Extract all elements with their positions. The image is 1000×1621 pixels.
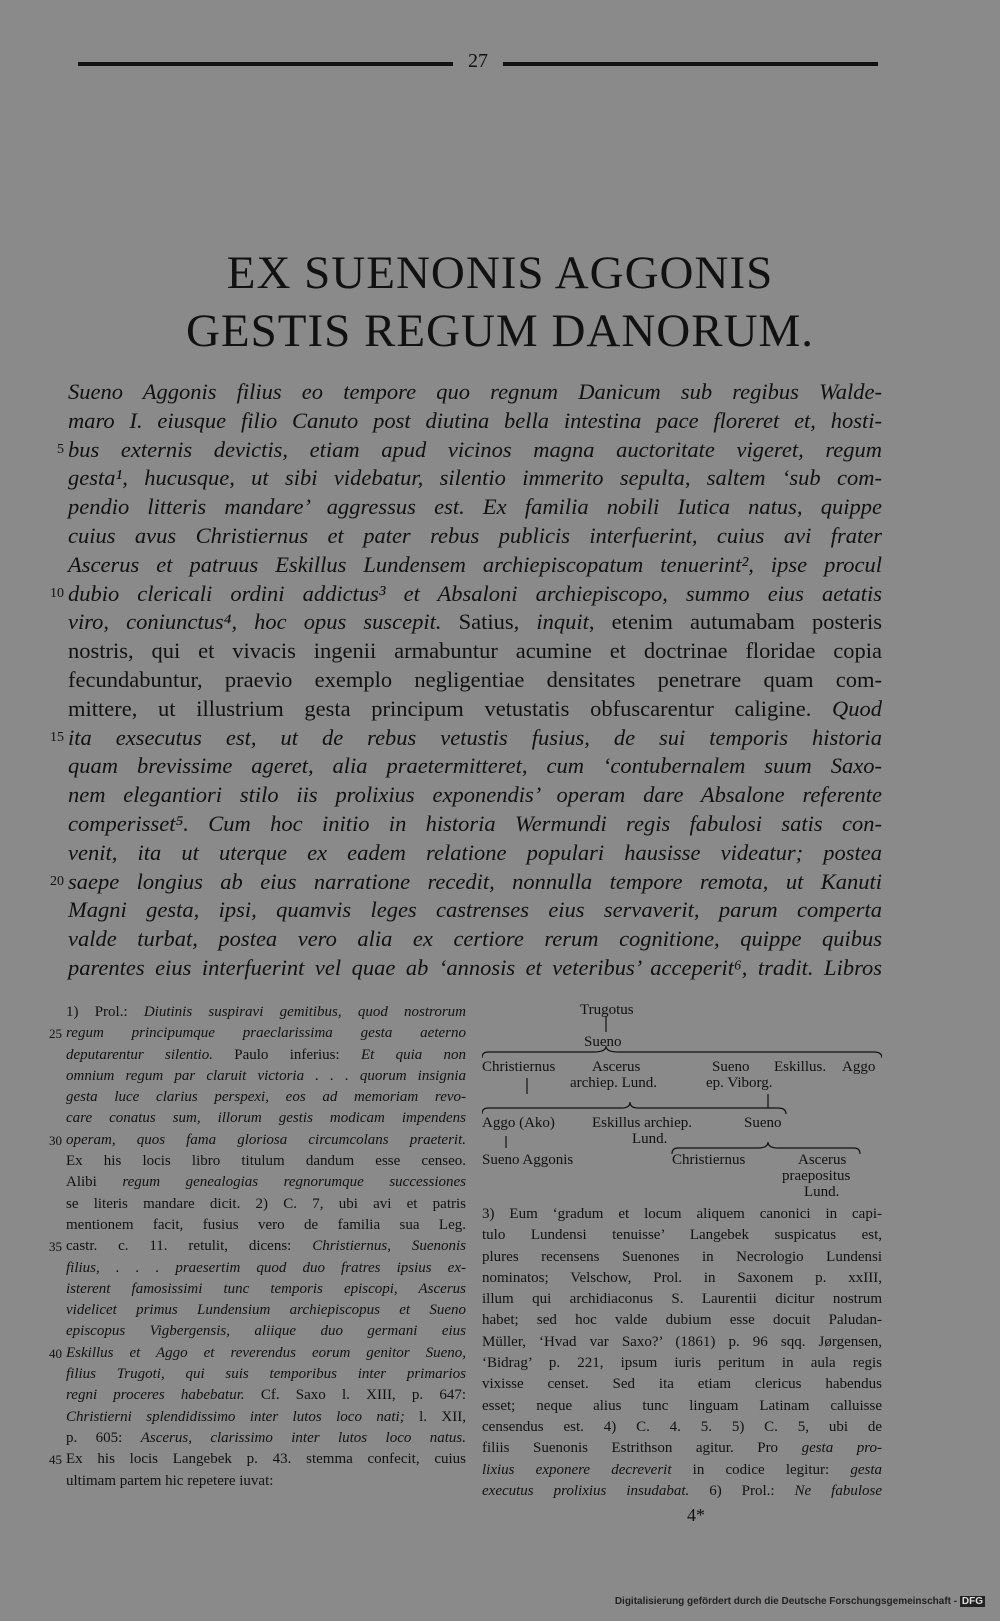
line-text — [66, 1108, 466, 1129]
footnotes-right-line — [482, 1247, 882, 1268]
footnotes-left-line — [66, 1151, 466, 1172]
stemma-trugotus: Trugotus — [580, 1002, 634, 1018]
footnotes-left-line — [66, 1172, 466, 1193]
footnotes-right-line — [482, 1374, 882, 1395]
line-text — [66, 1300, 466, 1321]
line-number: 5 — [57, 441, 64, 457]
main-text-line — [68, 925, 882, 954]
text-segment: Christiernus, Suenonis — [312, 1238, 466, 1255]
text-segment: gesta luce clarius perspexi, eos ad memoriam revo- — [66, 1089, 466, 1106]
main-text-line — [68, 695, 882, 724]
line-text — [482, 1417, 882, 1438]
text-segment: filius Trugoti, qui suis temporibus inter primarios — [66, 1366, 466, 1383]
footnotes-left-line — [66, 1087, 466, 1108]
stemma-eskillus-archiep: Eskillus archiep. — [592, 1115, 692, 1131]
main-text-line — [68, 752, 882, 781]
text-segment: filiis Suenonis Estrithson agitur. Pro — [482, 1440, 802, 1457]
line-text — [68, 378, 882, 407]
main-text-line — [57, 436, 882, 465]
page-header — [78, 50, 878, 78]
footnotes-left-line — [66, 1385, 466, 1406]
footnotes-right-line — [482, 1353, 882, 1374]
main-text-line — [68, 810, 882, 839]
line-text — [482, 1481, 882, 1502]
text-segment: Christierni splendidissimo inter lutos loco nati; — [66, 1408, 420, 1425]
text-segment: castr. c. 11. retulit, dicens: — [66, 1238, 313, 1255]
main-text-line — [68, 637, 882, 666]
text-segment: Cf. Saxo l. XIII, p. 647: — [260, 1387, 467, 1404]
text-segment: censendus est. 4) C. 4. 5. 5) C. 5, ubi de — [482, 1418, 882, 1435]
line-number: 30 — [49, 1132, 62, 1148]
text-segment: tulo Lundensi tenuisse’ Langebek suspicatus est, — [482, 1227, 882, 1244]
footnotes-right-line — [482, 1332, 882, 1353]
footnotes-right-line — [482, 1438, 882, 1459]
text-segment: pendio litteris mandare’ aggressus est. Ex familia nobili Iutica natus, quippe — [68, 494, 882, 520]
text-segment: 3) Eum ‘gradum et locum aliquem canonici in capi- — [482, 1206, 882, 1222]
line-text — [66, 1130, 466, 1151]
text-segment: isterent famosissimi tunc temporis episcopi, Ascerus — [66, 1280, 466, 1297]
text-segment: comperisset⁵. Cum hoc initio in historia Wermundi regis fabulosi satis con- — [68, 810, 882, 836]
text-segment: p. 605: — [66, 1429, 141, 1446]
text-segment: illum qui archidiaconus S. Laurentii dicitur nostrum — [482, 1291, 882, 1308]
line-number: 25 — [49, 1026, 62, 1042]
footnotes-right-line — [482, 1289, 882, 1310]
line-text — [68, 695, 882, 724]
line-text — [66, 1385, 466, 1406]
stemma-eskillus: Eskillus. — [774, 1059, 827, 1075]
line-text — [66, 1194, 466, 1215]
stemma-aggo-ako: Aggo (Ako) — [482, 1115, 555, 1131]
line-text — [66, 1045, 466, 1066]
main-text-line — [68, 839, 882, 868]
footnotes-left-line — [66, 1194, 466, 1215]
footnotes-right-line — [482, 1268, 882, 1289]
footnotes-left-line — [66, 1407, 466, 1428]
line-text — [66, 1151, 466, 1172]
stemma-sueno-viborg-note: ep. Viborg. — [706, 1075, 773, 1091]
line-text — [66, 1471, 466, 1492]
text-segment: mentionem facit, fusius vero de familia sua Leg. — [66, 1216, 466, 1233]
text-segment: plures recensens Suenones in Necrologio Lundensi — [482, 1248, 882, 1265]
text-segment: Sueno Aggonis filius eo tempore quo regnum Danicum sub regibus Walde- — [68, 379, 882, 404]
stemma-sueno: Sueno — [584, 1034, 622, 1050]
line-text — [482, 1438, 882, 1459]
text-segment: bus externis devictis, etiam apud vicinos magna auctoritate vigeret, regum — [68, 436, 882, 462]
footnotes-left-line — [66, 1300, 466, 1321]
text-segment: ultimam partem hic repetere iuvat: — [66, 1472, 274, 1489]
line-text — [68, 954, 882, 983]
line-text — [66, 1364, 466, 1385]
text-segment: gesta pro- — [801, 1440, 882, 1457]
line-text — [68, 839, 882, 868]
line-text — [482, 1268, 882, 1289]
text-segment: filius, . . . praesertim quod duo fratres ipsius ex- — [66, 1259, 466, 1276]
line-text — [66, 1449, 466, 1470]
text-segment: Paulo inferius: — [234, 1046, 361, 1063]
text-segment: habet; sed hoc valde dubium esse docuit Paludan- — [482, 1312, 882, 1329]
footnotes-left-line — [66, 1045, 466, 1066]
stemma-christiernus-2: Christiernus — [672, 1152, 746, 1168]
footnotes-left-line — [66, 1428, 466, 1449]
text-segment: se literis mandare dicit. 2) C. 7, ubi avi et patris — [66, 1195, 466, 1212]
text-segment: episcopus Vigbergensis, aliique duo germani eius — [66, 1323, 466, 1340]
line-text — [68, 522, 882, 551]
text-segment: executus prolixius insudabat. — [482, 1482, 690, 1499]
header-rule-left — [78, 62, 453, 66]
line-number: 45 — [49, 1452, 62, 1468]
footnotes-left-line — [49, 1236, 466, 1257]
footnotes-left-line — [49, 1023, 466, 1044]
line-text — [482, 1310, 882, 1331]
text-segment: gesta — [850, 1461, 882, 1478]
footnotes-left-line — [49, 1130, 466, 1151]
footnotes-right-line — [482, 1396, 882, 1417]
line-text — [66, 1002, 466, 1023]
main-text-line — [50, 724, 882, 753]
text-segment: omnium regum par claruit victoria . . . quorum insignia — [66, 1067, 466, 1084]
line-text — [68, 551, 882, 580]
genealogy-stemma — [482, 1002, 882, 1202]
line-number: 20 — [50, 873, 64, 889]
line-number: 10 — [50, 585, 64, 601]
text-segment: lixius exponere decreverit — [482, 1461, 693, 1478]
title-line-2: GESTIS REGUM DANORUM. — [185, 305, 815, 357]
text-segment: Ex his locis libro titulum dandum esse censeo. — [66, 1153, 466, 1170]
footnotes-right-line — [482, 1204, 882, 1225]
line-text — [66, 1087, 466, 1108]
text-segment: care conatus sum, illorum gestis modicam impendens — [66, 1110, 466, 1127]
text-segment: fecundabuntur, praevio exemplo negligentiae densitates penetrare quam com- — [68, 666, 882, 692]
text-segment: Diutinis suspiravi gemitibus, quod nostrorum — [143, 1004, 467, 1020]
text-segment: regni proceres habebatur. — [66, 1387, 261, 1404]
stemma-ascerus-2: Ascerus — [798, 1152, 847, 1168]
text-segment: videlicet primus Lundensium archiepiscopus et Sueno — [66, 1302, 466, 1319]
main-text — [50, 378, 883, 983]
text-segment: esset; neque alius tunc linguam Latinam calluisse — [482, 1397, 882, 1414]
main-text-line — [68, 464, 882, 493]
line-text — [68, 752, 882, 781]
page-number: 27 — [468, 50, 488, 72]
line-text — [66, 1258, 466, 1279]
line-text — [66, 1407, 466, 1428]
main-text-line — [68, 954, 882, 983]
stemma-eskillus-archiep-note: Lund. — [632, 1131, 668, 1147]
text-segment: Müller, ‘Hvad var Saxo?’ (1861) p. 96 sqq. Jørgensen, — [482, 1333, 882, 1350]
text-segment: viro, coniunctus⁴, hoc opus suscepit. — [68, 609, 459, 635]
text-segment: Et quia non — [360, 1046, 467, 1063]
text-segment: vixisse censet. Sed ita etiam clericus habendus — [482, 1376, 882, 1393]
text-segment: Alibi — [66, 1174, 123, 1191]
text-segment: Quod — [832, 695, 882, 721]
text-segment: Satius, — [458, 609, 537, 635]
line-text — [68, 493, 882, 522]
line-text — [66, 1023, 466, 1044]
line-text — [68, 868, 882, 897]
text-segment: Ne fabulose — [794, 1482, 882, 1499]
line-text — [68, 666, 882, 695]
line-text — [68, 896, 882, 925]
text-segment: cuius avus Christiernus et pater rebus publicis interfuerint, cuius avi frater — [68, 522, 882, 548]
text-segment: ita exsecutus est, ut de rebus vetustis fusius, de sui temporis historia — [68, 724, 882, 750]
text-segment: operam, quos fama gloriosa circumcolans praeterit. — [66, 1131, 466, 1148]
signature-mark: 4* — [687, 1505, 705, 1525]
text-segment: Ascerus et patruus Eskillus Lundensem archiepiscopatum tenuerint², ipse procul — [68, 551, 882, 577]
line-number: 40 — [49, 1345, 62, 1361]
stemma-ascerus: Ascerus — [592, 1059, 641, 1075]
line-text — [66, 1428, 466, 1449]
main-text-line — [68, 522, 882, 551]
text-segment: saepe longius ab eius narratione recedit, nonnulla tempore remota, ut Kanuti — [68, 868, 882, 894]
main-text-line — [68, 551, 882, 580]
text-segment: valde turbat, postea vero alia ex certiore rerum cognitione, quippe quibus — [68, 926, 882, 952]
stemma-ascerus-note: archiep. Lund. — [570, 1075, 658, 1091]
text-segment: Ex his locis Langebek p. 43. stemma confecit, cuius — [66, 1451, 466, 1468]
footnotes-left — [49, 1002, 467, 1492]
text-segment: regum principumque praeclarissima gesta aeterno — [66, 1025, 466, 1042]
text-segment: Ascerus, clarissimo inter lutos loco natus. — [140, 1429, 467, 1446]
footnotes-left-line — [66, 1002, 466, 1023]
line-text — [482, 1289, 882, 1310]
main-text-line — [68, 666, 882, 695]
main-text-line — [68, 493, 882, 522]
dfg-logo: DFG — [961, 1596, 983, 1607]
line-text — [482, 1460, 882, 1481]
text-segment: deputarentur silentio. — [66, 1046, 235, 1063]
footnotes-right-line — [482, 1310, 882, 1331]
footnotes-left-line — [66, 1066, 466, 1087]
line-number: 15 — [50, 729, 64, 745]
footnotes-left-line — [49, 1343, 466, 1364]
main-text-line — [68, 378, 882, 407]
stemma-sueno-aggonis: Sueno Aggonis — [482, 1152, 574, 1168]
text-segment: 6) Prol.: — [689, 1482, 795, 1499]
main-text-line — [50, 868, 882, 897]
line-text — [68, 810, 882, 839]
text-segment: mittere, ut illustrium gesta principum vetustatis obfuscarentur caligine. — [68, 695, 832, 721]
line-text — [68, 464, 882, 493]
text-segment: dubio clericali ordini addictus³ et Absaloni archiepiscopo, summo eius aetatis — [68, 580, 882, 606]
text-segment: , etenim autumabam posteris — [588, 609, 883, 635]
text-segment: nominatos; Velschow, Prol. in Saxonem p. xxIII, — [482, 1269, 882, 1286]
stemma-ascerus-2-note2: Lund. — [804, 1184, 840, 1200]
line-text — [68, 724, 882, 753]
line-text — [66, 1215, 466, 1236]
footnotes-left-line — [66, 1471, 466, 1492]
line-text — [68, 407, 882, 436]
footnotes-left-line — [66, 1215, 466, 1236]
line-text — [66, 1066, 466, 1087]
line-text — [482, 1225, 882, 1246]
footnotes-right — [482, 1204, 882, 1502]
stemma-sueno-2: Sueno — [744, 1115, 782, 1131]
footnotes-right-line — [482, 1460, 882, 1481]
text-segment: nostris, qui et vivacis ingenii armabuntur acumine et doctrinae floridae copia — [68, 638, 882, 664]
text-segment: venit, ita ut uterque ex eadem relatione populari hausisse videatur; postea — [68, 839, 882, 865]
line-number: 35 — [49, 1239, 62, 1255]
footnotes-right-line — [482, 1481, 882, 1502]
stemma-aggo: Aggo — [842, 1059, 876, 1075]
footer-text: Digitalisierung gefördert durch die Deutsche Forschungsgemeinschaft - — [614, 1596, 958, 1607]
footnotes-left-line — [49, 1449, 466, 1470]
footer-credit — [595, 1596, 985, 1607]
text-segment: l. XII, — [419, 1408, 466, 1425]
main-text-line — [68, 608, 882, 637]
title-line-1: EX SUENONIS AGGONIS — [226, 247, 774, 299]
line-text — [66, 1172, 466, 1193]
text-segment: 1) Prol.: — [66, 1004, 144, 1020]
footnotes-left-line — [66, 1321, 466, 1342]
stemma-christiernus: Christiernus — [482, 1059, 556, 1075]
text-segment: regum genealogias regnorumque successiones — [122, 1174, 466, 1191]
footnotes-right-line — [482, 1417, 882, 1438]
main-text-line — [68, 407, 882, 436]
text-segment: Magni gesta, ipsi, quamvis leges castrenses eius servaverit, parum comperta — [68, 897, 882, 923]
line-text — [482, 1204, 882, 1225]
line-text — [482, 1374, 882, 1395]
footnotes-right-line — [482, 1225, 882, 1246]
line-text — [482, 1396, 882, 1417]
line-text — [68, 608, 882, 637]
text-segment: gesta¹, hucusque, ut sibi videbatur, silentio immerito sepulta, saltem ‘sub com- — [68, 465, 882, 491]
line-text — [68, 781, 882, 810]
footnotes-left-line — [66, 1279, 466, 1300]
text-segment: quam brevissime ageret, alia praetermitteret, cum ‘contubernalem suum Saxo- — [68, 753, 882, 779]
line-text — [66, 1321, 466, 1342]
main-text-line — [50, 580, 882, 609]
line-text — [68, 580, 882, 609]
stemma-sueno-viborg: Sueno — [712, 1059, 750, 1075]
text-segment: parentes eius interfuerint vel quae ab ‘annosis et veteribus’ acceperit⁶, tradit. Libros — [68, 954, 882, 980]
text-segment: nem elegantiori stilo iis prolixius exponendis’ operam dare Absalone referente — [68, 782, 882, 808]
header-rule-right — [503, 62, 878, 66]
text-segment: ‘Bidrag’ p. 221, ipsum iuris peritum in aula regis — [482, 1355, 882, 1372]
text-segment: inquit — [536, 609, 589, 635]
main-text-line — [68, 896, 882, 925]
stemma-ascerus-2-note1: praepositus — [782, 1168, 851, 1184]
line-text — [482, 1247, 882, 1268]
footnotes-left-line — [66, 1364, 466, 1385]
line-text — [66, 1236, 466, 1257]
footnotes-left-line — [66, 1108, 466, 1129]
text-segment: Eskillus et Aggo et reverendus eorum genitor Sueno, — [66, 1344, 466, 1361]
line-text — [68, 637, 882, 666]
main-text-line — [68, 781, 882, 810]
footnotes-left-line — [66, 1258, 466, 1279]
line-text — [66, 1279, 466, 1300]
text-segment: maro I. eiusque filio Canuto post diutina bella intestina pace floreret et, hosti- — [68, 407, 882, 433]
line-text — [482, 1332, 882, 1353]
line-text — [482, 1353, 882, 1374]
line-text — [66, 1343, 466, 1364]
line-text — [68, 925, 882, 954]
text-segment: in codice legitur: — [692, 1461, 851, 1478]
line-text — [68, 436, 882, 465]
